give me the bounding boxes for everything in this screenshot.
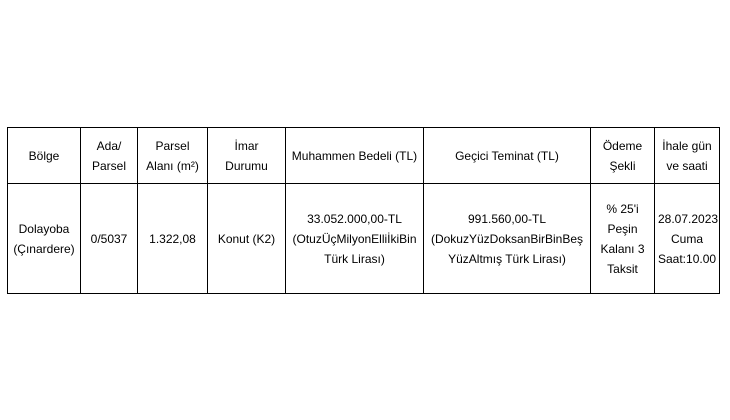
table-row (8, 184, 720, 294)
header-region: Bölge (8, 128, 81, 184)
cell-payment-method: % 25'i Peşin Kalanı 3 Taksit (591, 184, 655, 294)
header-estimated-price: Muhammen Bedeli (TL) (286, 128, 424, 184)
tender-table-container (7, 127, 719, 294)
cell-region: Dolayoba (Çınardere) (8, 184, 81, 294)
cell-parcel-area: 1.322,08 (138, 184, 208, 294)
cell-tender-date-time: 28.07.2023 Cuma Saat:10.00 (655, 184, 720, 294)
header-parcel-area: Parsel Alanı (m²) (138, 128, 208, 184)
header-temporary-guarantee: Geçici Teminat (TL) (424, 128, 591, 184)
cell-zoning-status: Konut (K2) (208, 184, 286, 294)
cell-estimated-price: 33.052.000,00-TL (OtuzÜçMilyonElliİkiBin Türk Lirası) (286, 184, 424, 294)
header-payment-method: Ödeme Şekli (591, 128, 655, 184)
header-row (8, 128, 720, 184)
cell-temporary-guarantee: 991.560,00-TL (DokuzYüzDoksanBirBinBeş YüzAltmış Türk Lirası) (424, 184, 591, 294)
header-block-parcel: Ada/ Parsel (81, 128, 138, 184)
header-zoning-status: İmar Durumu (208, 128, 286, 184)
cell-block-parcel: 0/5037 (81, 184, 138, 294)
tender-table (7, 127, 720, 294)
header-tender-date-time: İhale gün ve saati (655, 128, 720, 184)
